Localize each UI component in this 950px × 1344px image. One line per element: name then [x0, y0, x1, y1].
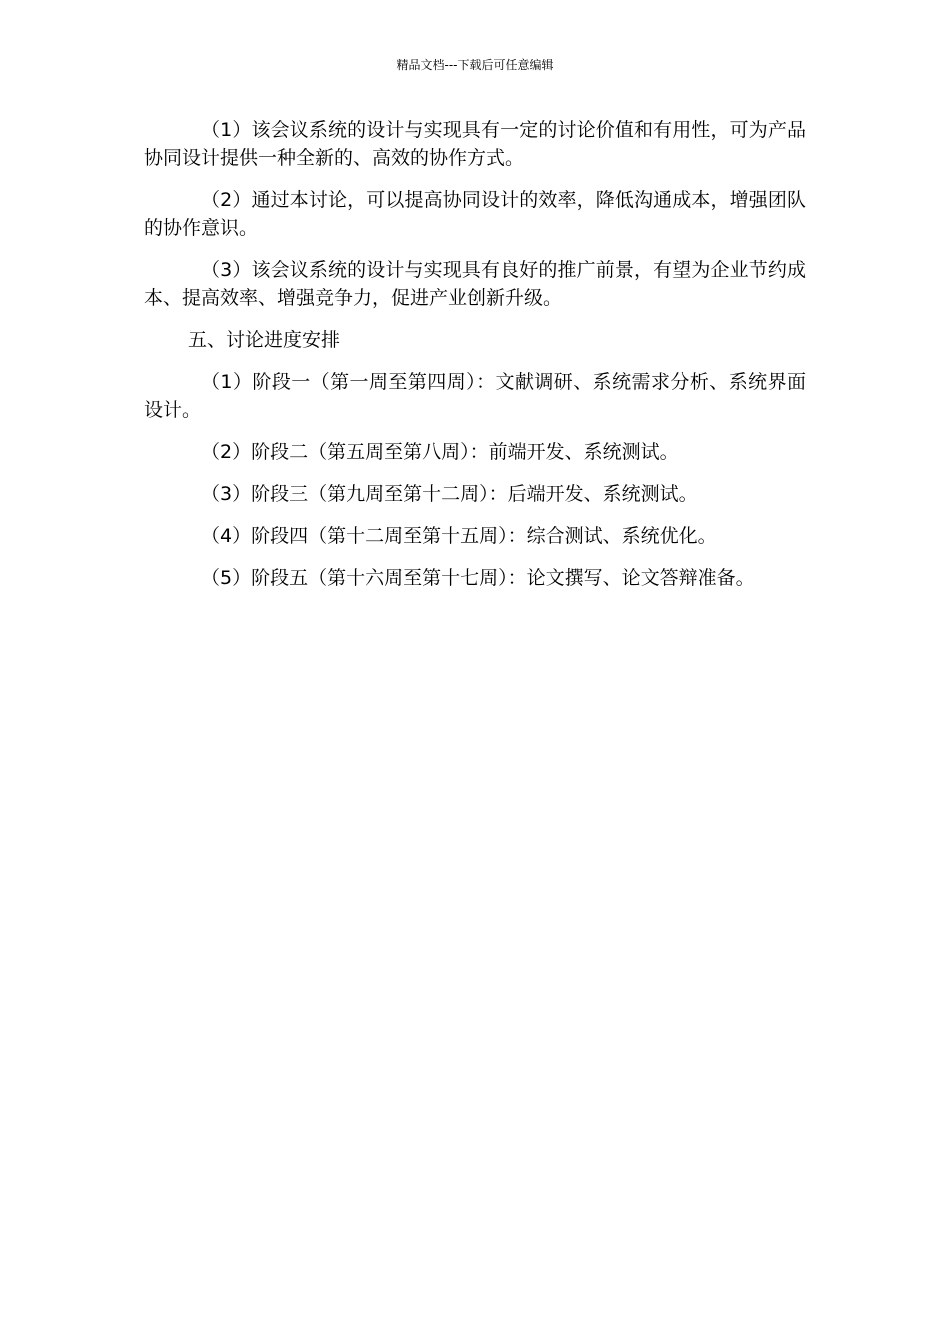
paragraph-significance-3: （3）该会议系统的设计与实现具有良好的推广前景，有望为企业节约成本、提高效率、增强竞争力，促进产业创新升级。 [144, 259, 806, 309]
schedule-item-5: （5）阶段五（第十六周至第十七周）：论文撰写、论文答辩准备。 [201, 567, 755, 589]
schedule-item-3: （3）阶段三（第九周至第十二周）：后端开发、系统测试。 [201, 483, 698, 505]
page-header: 精品文档---下载后可任意编辑 [396, 58, 554, 72]
section-heading-schedule: 五、讨论进度安排 [188, 329, 341, 351]
schedule-item-1: （1）阶段一（第一周至第四周）：文献调研、系统需求分析、系统界面设计。 [144, 371, 806, 421]
paragraph-significance-1: （1）该会议系统的设计与实现具有一定的讨论价值和有用性，可为产品协同设计提供一种全新的、高效的协作方式。 [144, 119, 806, 169]
paragraph-significance-2: （2）通过本讨论，可以提高协同设计的效率，降低沟通成本，增强团队的协作意识。 [144, 189, 806, 239]
document-body [144, 116, 806, 606]
schedule-item-2: （2）阶段二（第五周至第八周）：前端开发、系统测试。 [201, 441, 679, 463]
schedule-item-4: （4）阶段四（第十二周至第十五周）：综合测试、系统优化。 [201, 525, 717, 547]
